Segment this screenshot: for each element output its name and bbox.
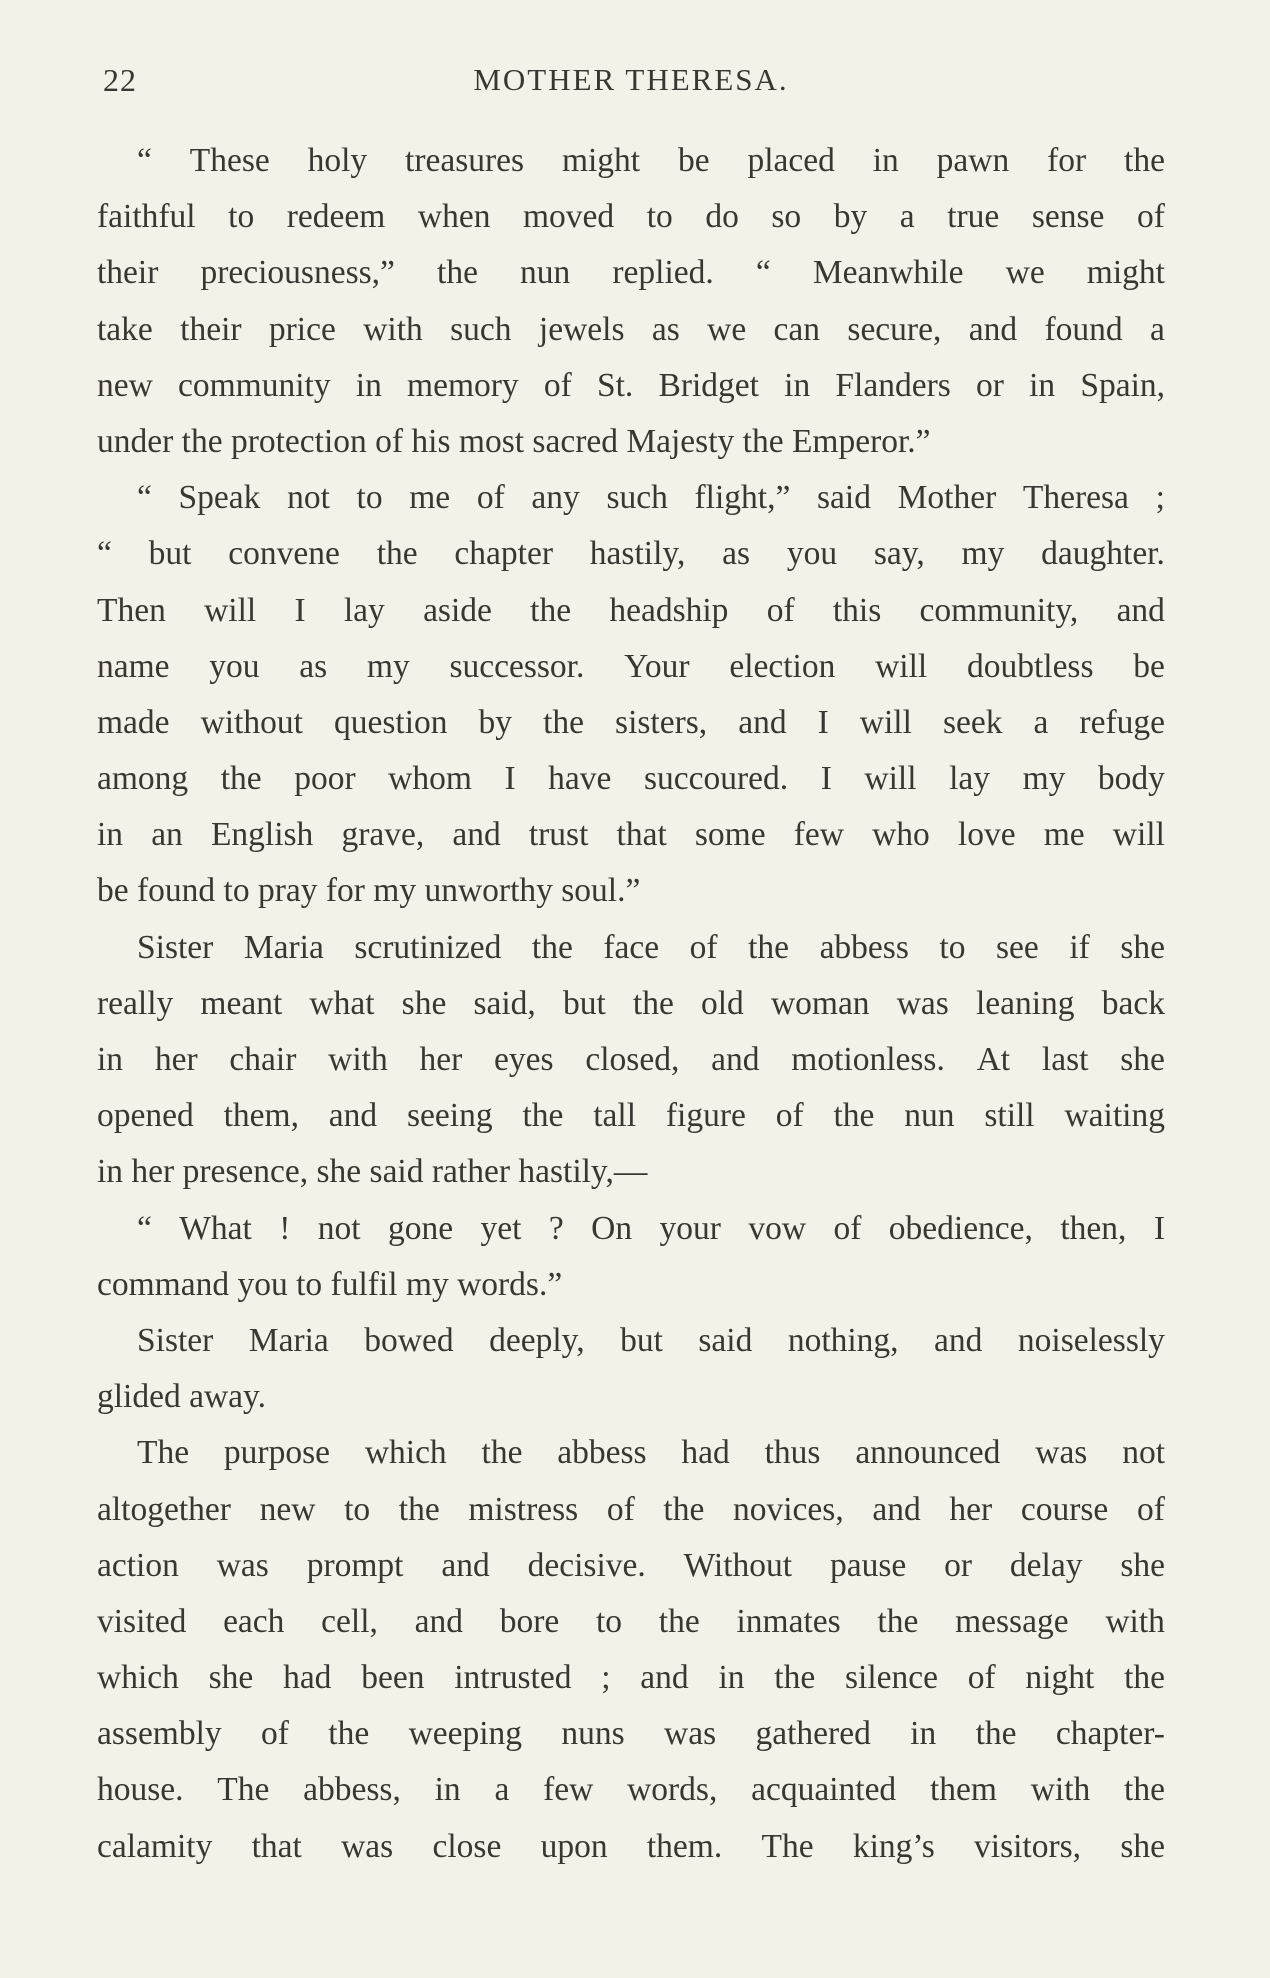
text-line: house. The abbess, in a few words, acquainted them with the — [97, 1771, 1165, 1809]
text-line: name you as my successor. Your election will doubtless be — [97, 647, 1165, 685]
text-line: opened them, and seeing the tall figure of the nun still waiting — [97, 1097, 1165, 1135]
body-text — [97, 133, 1165, 1875]
text-line: action was prompt and decisive. Without pause or delay she — [97, 1546, 1165, 1584]
page-header — [97, 58, 1165, 102]
text-line: in an English grave, and trust that some few who love me will — [97, 816, 1165, 854]
text-line: under the protection of his most sacred Majesty the Emperor.” — [97, 422, 931, 460]
text-line: new community in memory of St. Bridget in Flanders or in Spain, — [97, 366, 1165, 404]
text-line: “ Speak not to me of any such flight,” said Mother Theresa ; — [137, 479, 1165, 517]
text-line: “ These holy treasures might be placed in pawn for the — [137, 142, 1165, 179]
text-line: made without question by the sisters, and I will seek a refuge — [97, 703, 1165, 741]
text-line: assembly of the weeping nuns was gathered in the chapter- — [97, 1715, 1165, 1753]
text-line: altogether new to the mistress of the novices, and her course of — [97, 1490, 1165, 1528]
text-line: be found to pray for my unworthy soul.” — [97, 872, 641, 910]
text-line: take their price with such jewels as we can secure, and found a — [97, 310, 1165, 348]
text-line: Sister Maria scrutinized the face of the abbess to see if she — [137, 928, 1165, 966]
text-line: their preciousness,” the nun replied. “ Meanwhile we might — [97, 254, 1165, 292]
text-line: faithful to redeem when moved to do so by a true sense of — [97, 198, 1165, 236]
text-line: glided away. — [97, 1378, 266, 1416]
text-line: visited each cell, and bore to the inmates the message with — [97, 1602, 1165, 1640]
text-line: among the poor whom I have succoured. I will lay my body — [97, 760, 1165, 798]
text-line: “ What ! not gone yet ? On your vow of obedience, then, I — [137, 1209, 1165, 1247]
text-line: Sister Maria bowed deeply, but said nothing, and noiselessly — [137, 1321, 1165, 1359]
text-line: The purpose which the abbess had thus announced was not — [137, 1434, 1165, 1472]
text-line: really meant what she said, but the old woman was leaning back — [97, 984, 1165, 1022]
text-line: command you to fulfil my words.” — [97, 1265, 563, 1303]
text-line: in her presence, she said rather hastily,— — [97, 1153, 648, 1191]
text-line: “ but convene the chapter hastily, as you say, my daughter. — [97, 535, 1165, 573]
text-line: which she had been intrusted ; and in the silence of night the — [97, 1659, 1165, 1697]
page-number: 22 — [103, 61, 137, 98]
running-head: MOTHER THERESA. — [473, 62, 789, 97]
text-line: calamity that was close upon them. The king’s visitors, she — [97, 1827, 1165, 1865]
text-line: Then will I lay aside the headship of this community, and — [97, 591, 1165, 629]
text-line: in her chair with her eyes closed, and motionless. At last she — [97, 1041, 1165, 1078]
